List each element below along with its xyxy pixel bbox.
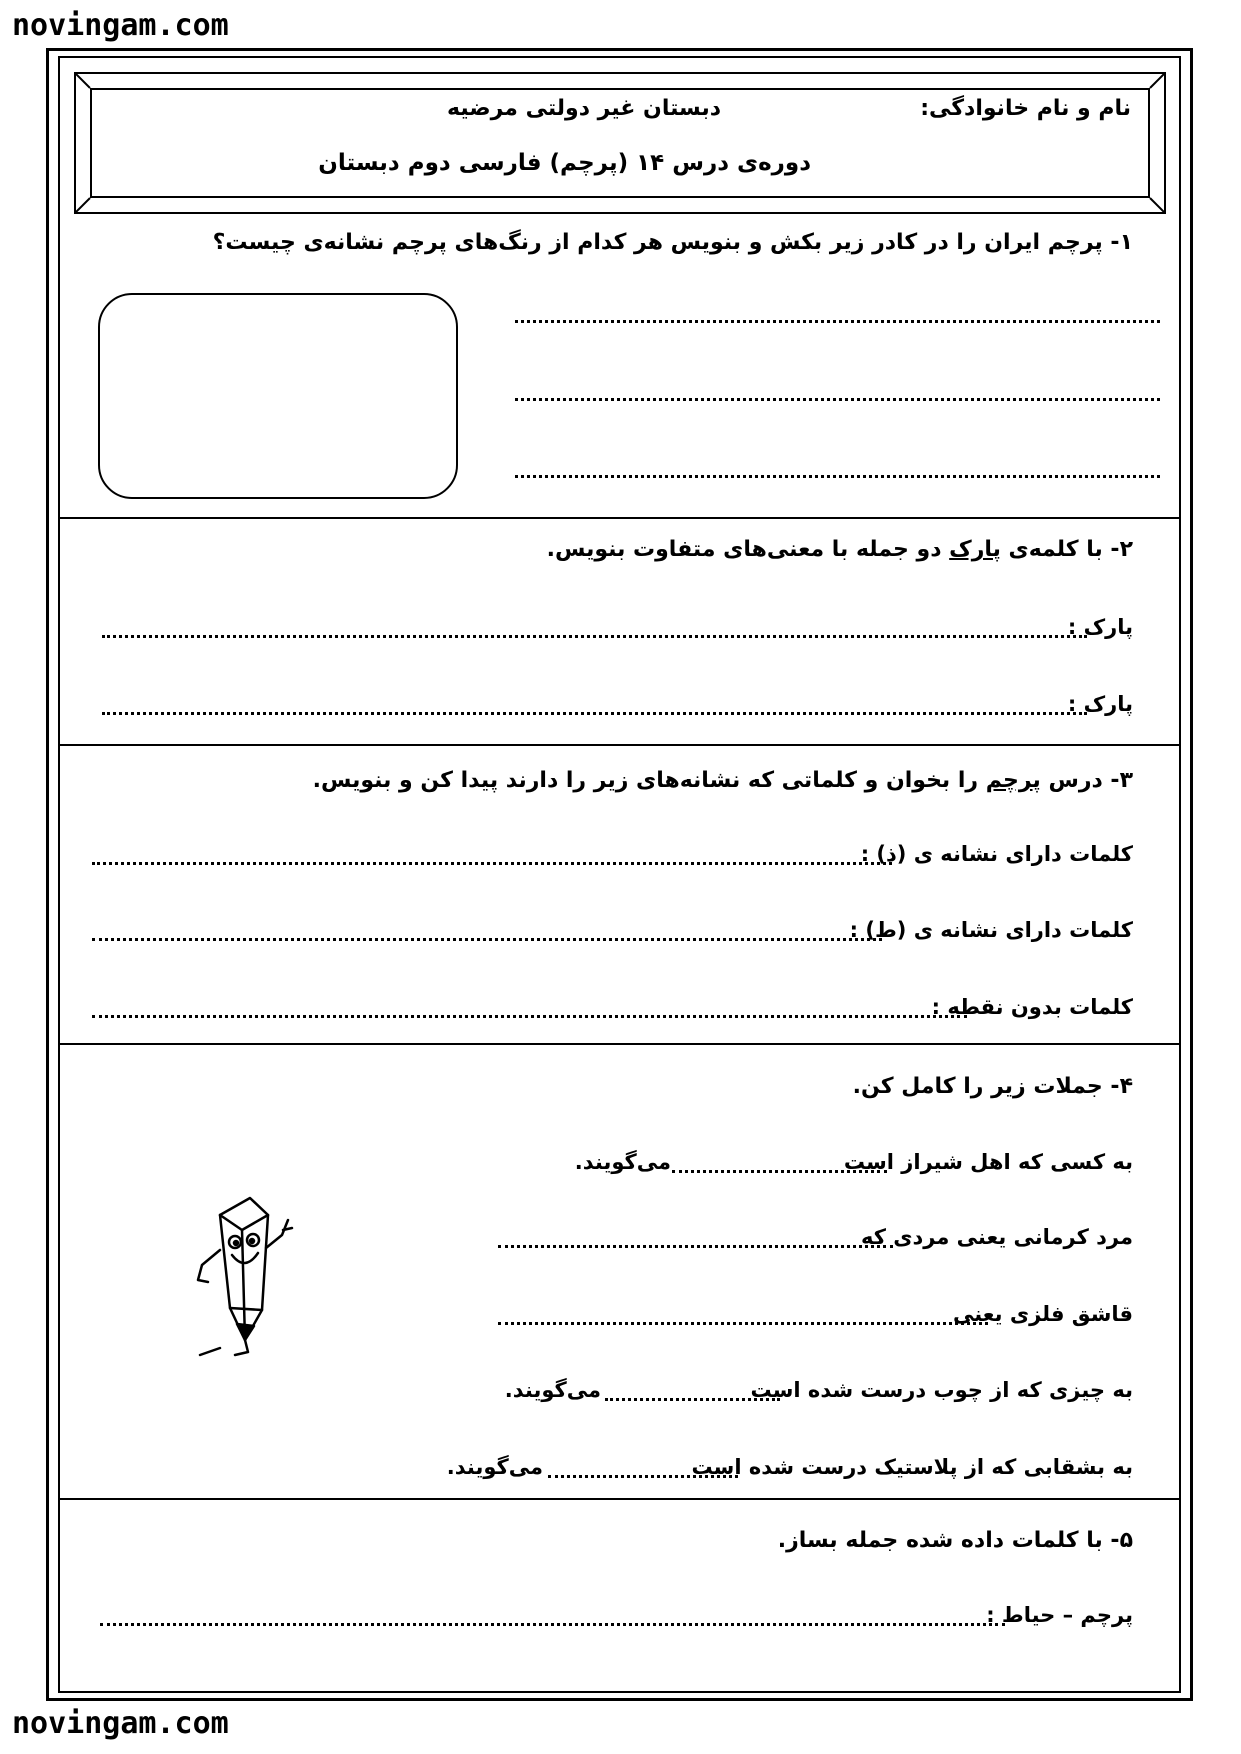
q4-sentence-4: به چیزی که از چوب درست شده است	[750, 1378, 1133, 1402]
section-divider	[58, 517, 1181, 519]
answer-line[interactable]	[100, 1623, 1005, 1626]
q4-sentence-2: مرد کرمانی یعنی مردی که	[861, 1225, 1133, 1249]
answer-line[interactable]	[605, 1398, 780, 1401]
q2-suffix: دو جمله با معنی‌های متفاوت بنویس.	[546, 537, 950, 562]
q2-keyword: پارک	[949, 537, 1001, 562]
answer-line[interactable]	[498, 1322, 988, 1325]
q4-sentence-1-end: می‌گویند.	[574, 1150, 671, 1174]
plaque-bevel-lines	[74, 72, 1166, 214]
q4-sentence-5-end: می‌گویند.	[446, 1455, 543, 1479]
q3-line-label: کلمات دارای نشانه ی (ذ) :	[860, 842, 1133, 866]
answer-line[interactable]	[672, 1170, 887, 1173]
pencil-mascot-icon	[190, 1190, 300, 1360]
section-divider	[58, 744, 1181, 746]
q4-sentence-1: به کسی که اهل شیراز است	[843, 1150, 1133, 1174]
answer-line[interactable]	[102, 712, 1087, 715]
q3-line-label: کلمات بدون نقطه :	[931, 995, 1133, 1019]
name-label: نام و نام خانوادگی:	[920, 96, 1131, 121]
page-title: دوره‌ی درس ۱۴ (پرچم) فارسی دوم دبستان	[318, 150, 811, 176]
answer-line[interactable]	[102, 635, 1087, 638]
q3-keyword: پرچم	[985, 768, 1041, 793]
section-divider	[58, 1043, 1181, 1045]
answer-line[interactable]	[498, 1245, 893, 1248]
q2-prefix: ۲- با کلمه‌ی	[1000, 537, 1133, 562]
answer-line[interactable]	[515, 320, 1160, 323]
section-divider	[58, 1498, 1181, 1500]
flag-drawing-box[interactable]	[98, 293, 458, 499]
q2-line-label: پارک :	[1067, 692, 1133, 716]
answer-line[interactable]	[92, 1015, 967, 1018]
watermark-top: novingam.com	[12, 8, 229, 43]
watermark-bottom: novingam.com	[12, 1706, 229, 1741]
q4-sentence-5: به بشقابی که از پلاستیک درست شده است	[691, 1455, 1133, 1479]
answer-line[interactable]	[92, 862, 892, 865]
answer-line[interactable]	[515, 475, 1160, 478]
q5-line-label: پرچم – حیاط :	[986, 1603, 1133, 1627]
answer-line[interactable]	[515, 398, 1160, 401]
answer-line[interactable]	[548, 1475, 738, 1478]
question-1: ۱- پرچم ایران را در کادر زیر بکش و بنویس هر کدام از رنگ‌های پرچم نشانه‌ی چیست؟	[212, 230, 1133, 255]
question-2	[547, 537, 1133, 562]
school-name: دبستان غیر دولتی مرضیه	[447, 96, 721, 121]
q3-suffix: را بخوان و کلماتی که نشانه‌های زیر را دارند پیدا کن و بنویس.	[312, 768, 986, 793]
q3-prefix: ۳- درس	[1040, 768, 1133, 793]
q2-line-label: پارک :	[1067, 615, 1133, 639]
question-3	[313, 768, 1133, 793]
question-5: ۵- با کلمات داده شده جمله بساز.	[777, 1528, 1133, 1553]
q3-line-label: کلمات دارای نشانه ی (ط) :	[849, 918, 1133, 942]
question-4: ۴- جملات زیر را کامل کن.	[852, 1074, 1133, 1099]
q4-sentence-3: قاشق فلزی یعنی	[952, 1302, 1133, 1326]
answer-line[interactable]	[92, 938, 882, 941]
q4-sentence-4-end: می‌گویند.	[504, 1378, 601, 1402]
